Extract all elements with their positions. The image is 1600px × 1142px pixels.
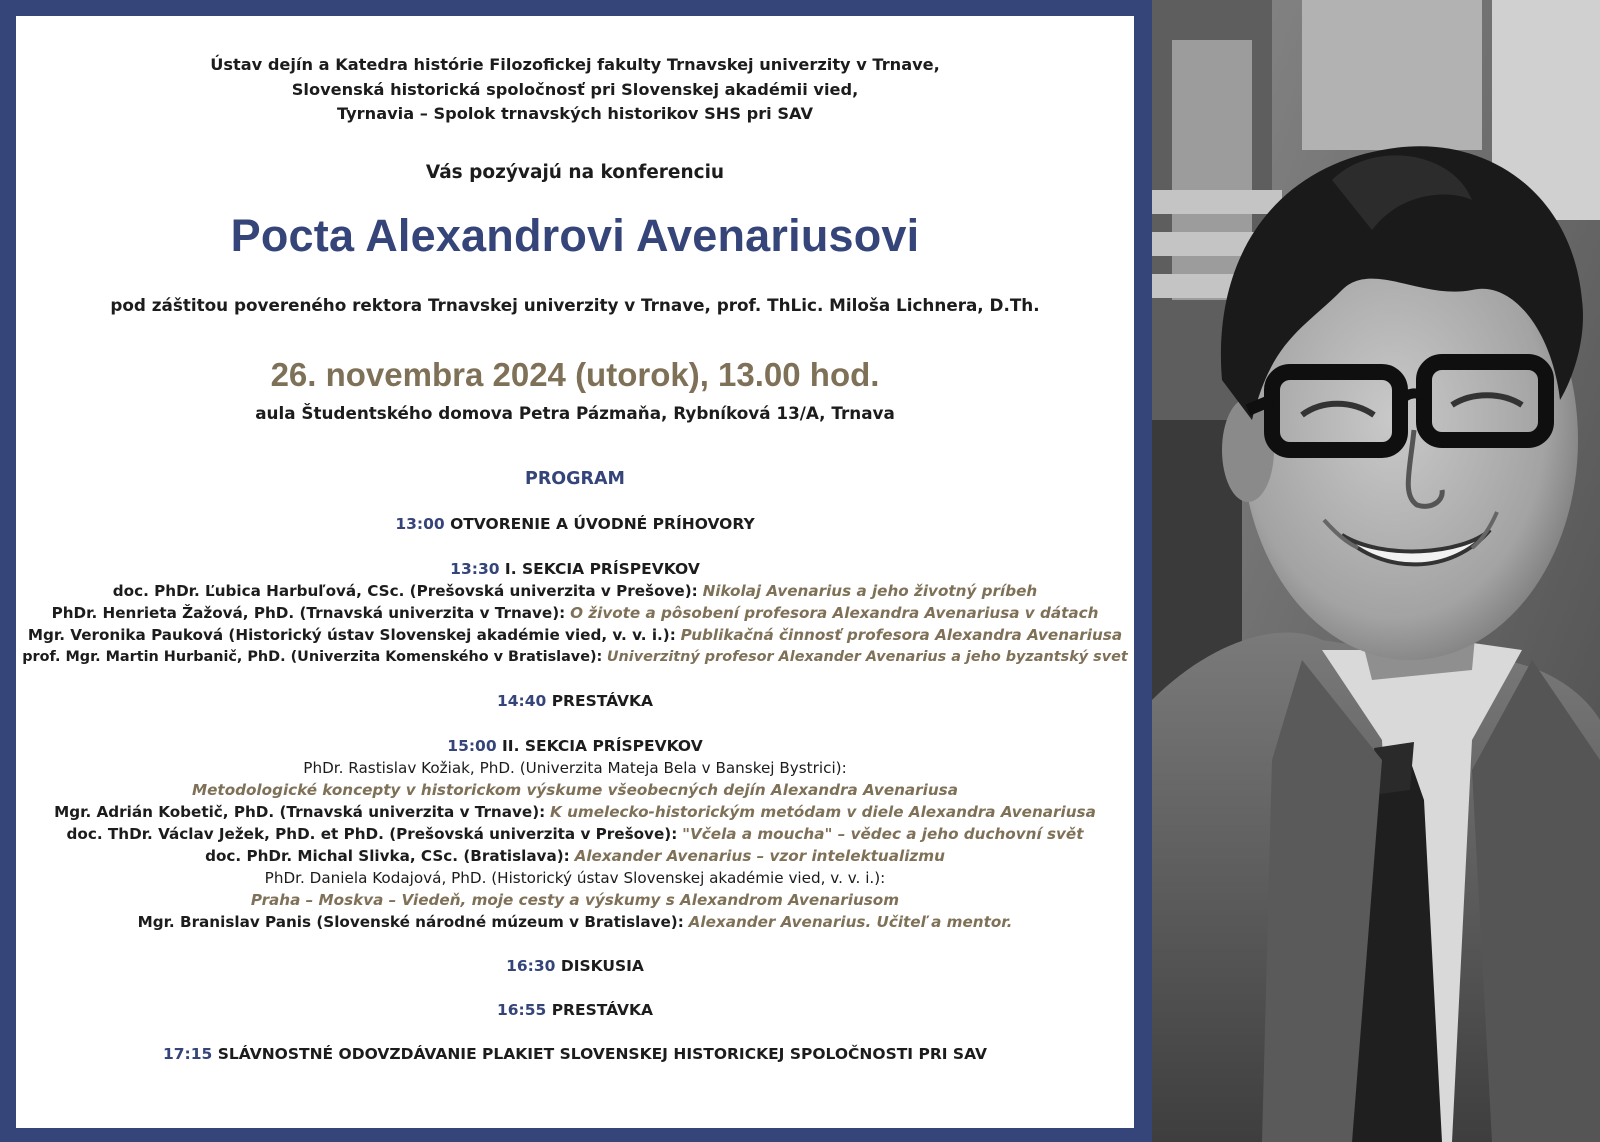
talk-item bbox=[16, 582, 1134, 600]
conference-date: 26. novembra 2024 (utorok), 13.00 hod. bbox=[270, 356, 880, 393]
slot-time: 13:00 bbox=[395, 515, 445, 533]
organizer-line: Slovenská historická spoločnosť pri Slovenskej akadémii vied, bbox=[291, 80, 859, 99]
slot-time: 16:55 bbox=[496, 1001, 547, 1019]
program-slot-break-1 bbox=[16, 692, 1134, 710]
slot-time: 16:30 bbox=[506, 957, 556, 975]
talk-speaker: doc. ThDr. Václav Ježek, PhD. et PhD. (Prešovská univerzita v Prešove): bbox=[66, 825, 678, 843]
slot-time: 15:00 bbox=[447, 737, 497, 755]
talk-topic: Publikačná činnosť profesora Alexandra Avenariusa bbox=[680, 626, 1123, 644]
talk-topic: "Včela a moucha" – vědec a jeho duchovní svět bbox=[682, 825, 1084, 843]
talk-item bbox=[16, 803, 1134, 821]
slot-time: 17:15 bbox=[162, 1045, 213, 1063]
portrait-photo bbox=[1152, 0, 1600, 1142]
talk-item bbox=[16, 825, 1134, 843]
talk-item bbox=[16, 604, 1134, 622]
talk-topic: Univerzitný profesor Alexander Avenarius a jeho byzantský svet bbox=[606, 649, 1128, 665]
talk-topic: Metodologické koncepty v historickom výskume všeobecných dejín Alexandra Avenariusa bbox=[192, 781, 958, 799]
slot-label: SLÁVNOSTNÉ ODOVZDÁVANIE PLAKIET SLOVENSKEJ HISTORICKEJ SPOLOČNOSTI PRI SAV bbox=[217, 1045, 988, 1063]
program-slot-opening bbox=[16, 515, 1134, 533]
talk-speaker: doc. PhDr. Ľubica Harbuľová, CSc. (Prešovská univerzita v Prešove): bbox=[112, 582, 698, 600]
patronage-text: pod záštitou povereného rektora Trnavskej univerzity v Trnave, prof. ThLic. Miloša Lichnera, D.Th. bbox=[110, 295, 1040, 315]
program-slot-discussion bbox=[16, 957, 1134, 975]
slot-label: PRESTÁVKA bbox=[551, 1001, 654, 1019]
talk-topic: K umelecko-historickým metódam v diele Alexandra Avenariusa bbox=[550, 803, 1096, 821]
program-slot-closing bbox=[16, 1045, 1134, 1063]
invitation-text: Vás pozývajú na konferenciu bbox=[425, 162, 725, 183]
talk-topic: O živote a pôsobení profesora Alexandra Avenariusa v dátach bbox=[570, 604, 1099, 622]
talk-item bbox=[16, 781, 1134, 799]
talk-speaker: Mgr. Veronika Pauková (Historický ústav Slovenskej akadémie vied, v. v. i.): bbox=[27, 626, 676, 644]
invitation-panel bbox=[16, 16, 1134, 1128]
conference-title: Pocta Alexandrovi Avenariusovi bbox=[230, 210, 920, 261]
talk-topic: Nikolaj Avenarius a jeho životný príbeh bbox=[702, 582, 1038, 600]
program-slot-break-2 bbox=[16, 1001, 1134, 1019]
talk-item bbox=[16, 847, 1134, 865]
talk-item bbox=[16, 649, 1134, 665]
slot-label: PRESTÁVKA bbox=[551, 692, 654, 710]
slot-label: DISKUSIA bbox=[560, 957, 644, 975]
slot-label: I. SEKCIA PRÍSPEVKOV bbox=[504, 560, 700, 578]
talk-speaker: PhDr. Rastislav Kožiak, PhD. (Univerzita Mateja Bela v Banskej Bystrici): bbox=[303, 759, 847, 777]
talk-item bbox=[16, 891, 1134, 909]
organizer-line: Tyrnavia – Spolok trnavských historikov SHS pri SAV bbox=[337, 104, 813, 123]
talk-speaker: doc. PhDr. Michal Slivka, CSc. (Bratislava): bbox=[205, 847, 570, 865]
slot-time: 13:30 bbox=[450, 560, 500, 578]
talk-topic: Alexander Avenarius – vzor intelektualizmu bbox=[574, 847, 945, 865]
talk-topic: Alexander Avenarius. Učiteľ a mentor. bbox=[688, 913, 1013, 931]
talk-speaker: PhDr. Henrieta Žažová, PhD. (Trnavská univerzita v Trnave): bbox=[51, 604, 566, 622]
program-slot-section-1 bbox=[16, 560, 1134, 578]
conference-venue: aula Študentského domova Petra Pázmaňa, Rybníková 13/A, Trnava bbox=[255, 403, 895, 423]
talk-item bbox=[16, 913, 1134, 931]
slot-label: II. SEKCIA PRÍSPEVKOV bbox=[502, 737, 703, 755]
talk-speaker: prof. Mgr. Martin Hurbanič, PhD. (Univerzita Komenského v Bratislave): bbox=[22, 649, 603, 665]
talk-topic: Praha – Moskva – Viedeň, moje cesty a výskumy s Alexandrom Avenariusom bbox=[250, 891, 900, 909]
talk-item bbox=[16, 626, 1134, 644]
talk-speaker: PhDr. Daniela Kodajová, PhD. (Historický ústav Slovenskej akadémie vied, v. v. i.): bbox=[264, 869, 886, 887]
program-slot-section-2 bbox=[16, 737, 1134, 755]
slot-time: 14:40 bbox=[496, 692, 547, 710]
talk-speaker: Mgr. Adrián Kobetič, PhD. (Trnavská univerzita v Trnave): bbox=[54, 803, 546, 821]
program-heading: PROGRAM bbox=[525, 469, 625, 489]
portrait-illustration bbox=[1152, 0, 1600, 1142]
talk-speaker: Mgr. Branislav Panis (Slovenské národné múzeum v Bratislave): bbox=[137, 913, 684, 931]
slot-label: OTVORENIE A ÚVODNÉ PRÍHOVORY bbox=[450, 515, 755, 533]
organizer-line: Ústav dejín a Katedra histórie Filozofickej fakulty Trnavskej univerzity v Trnave, bbox=[210, 55, 940, 74]
